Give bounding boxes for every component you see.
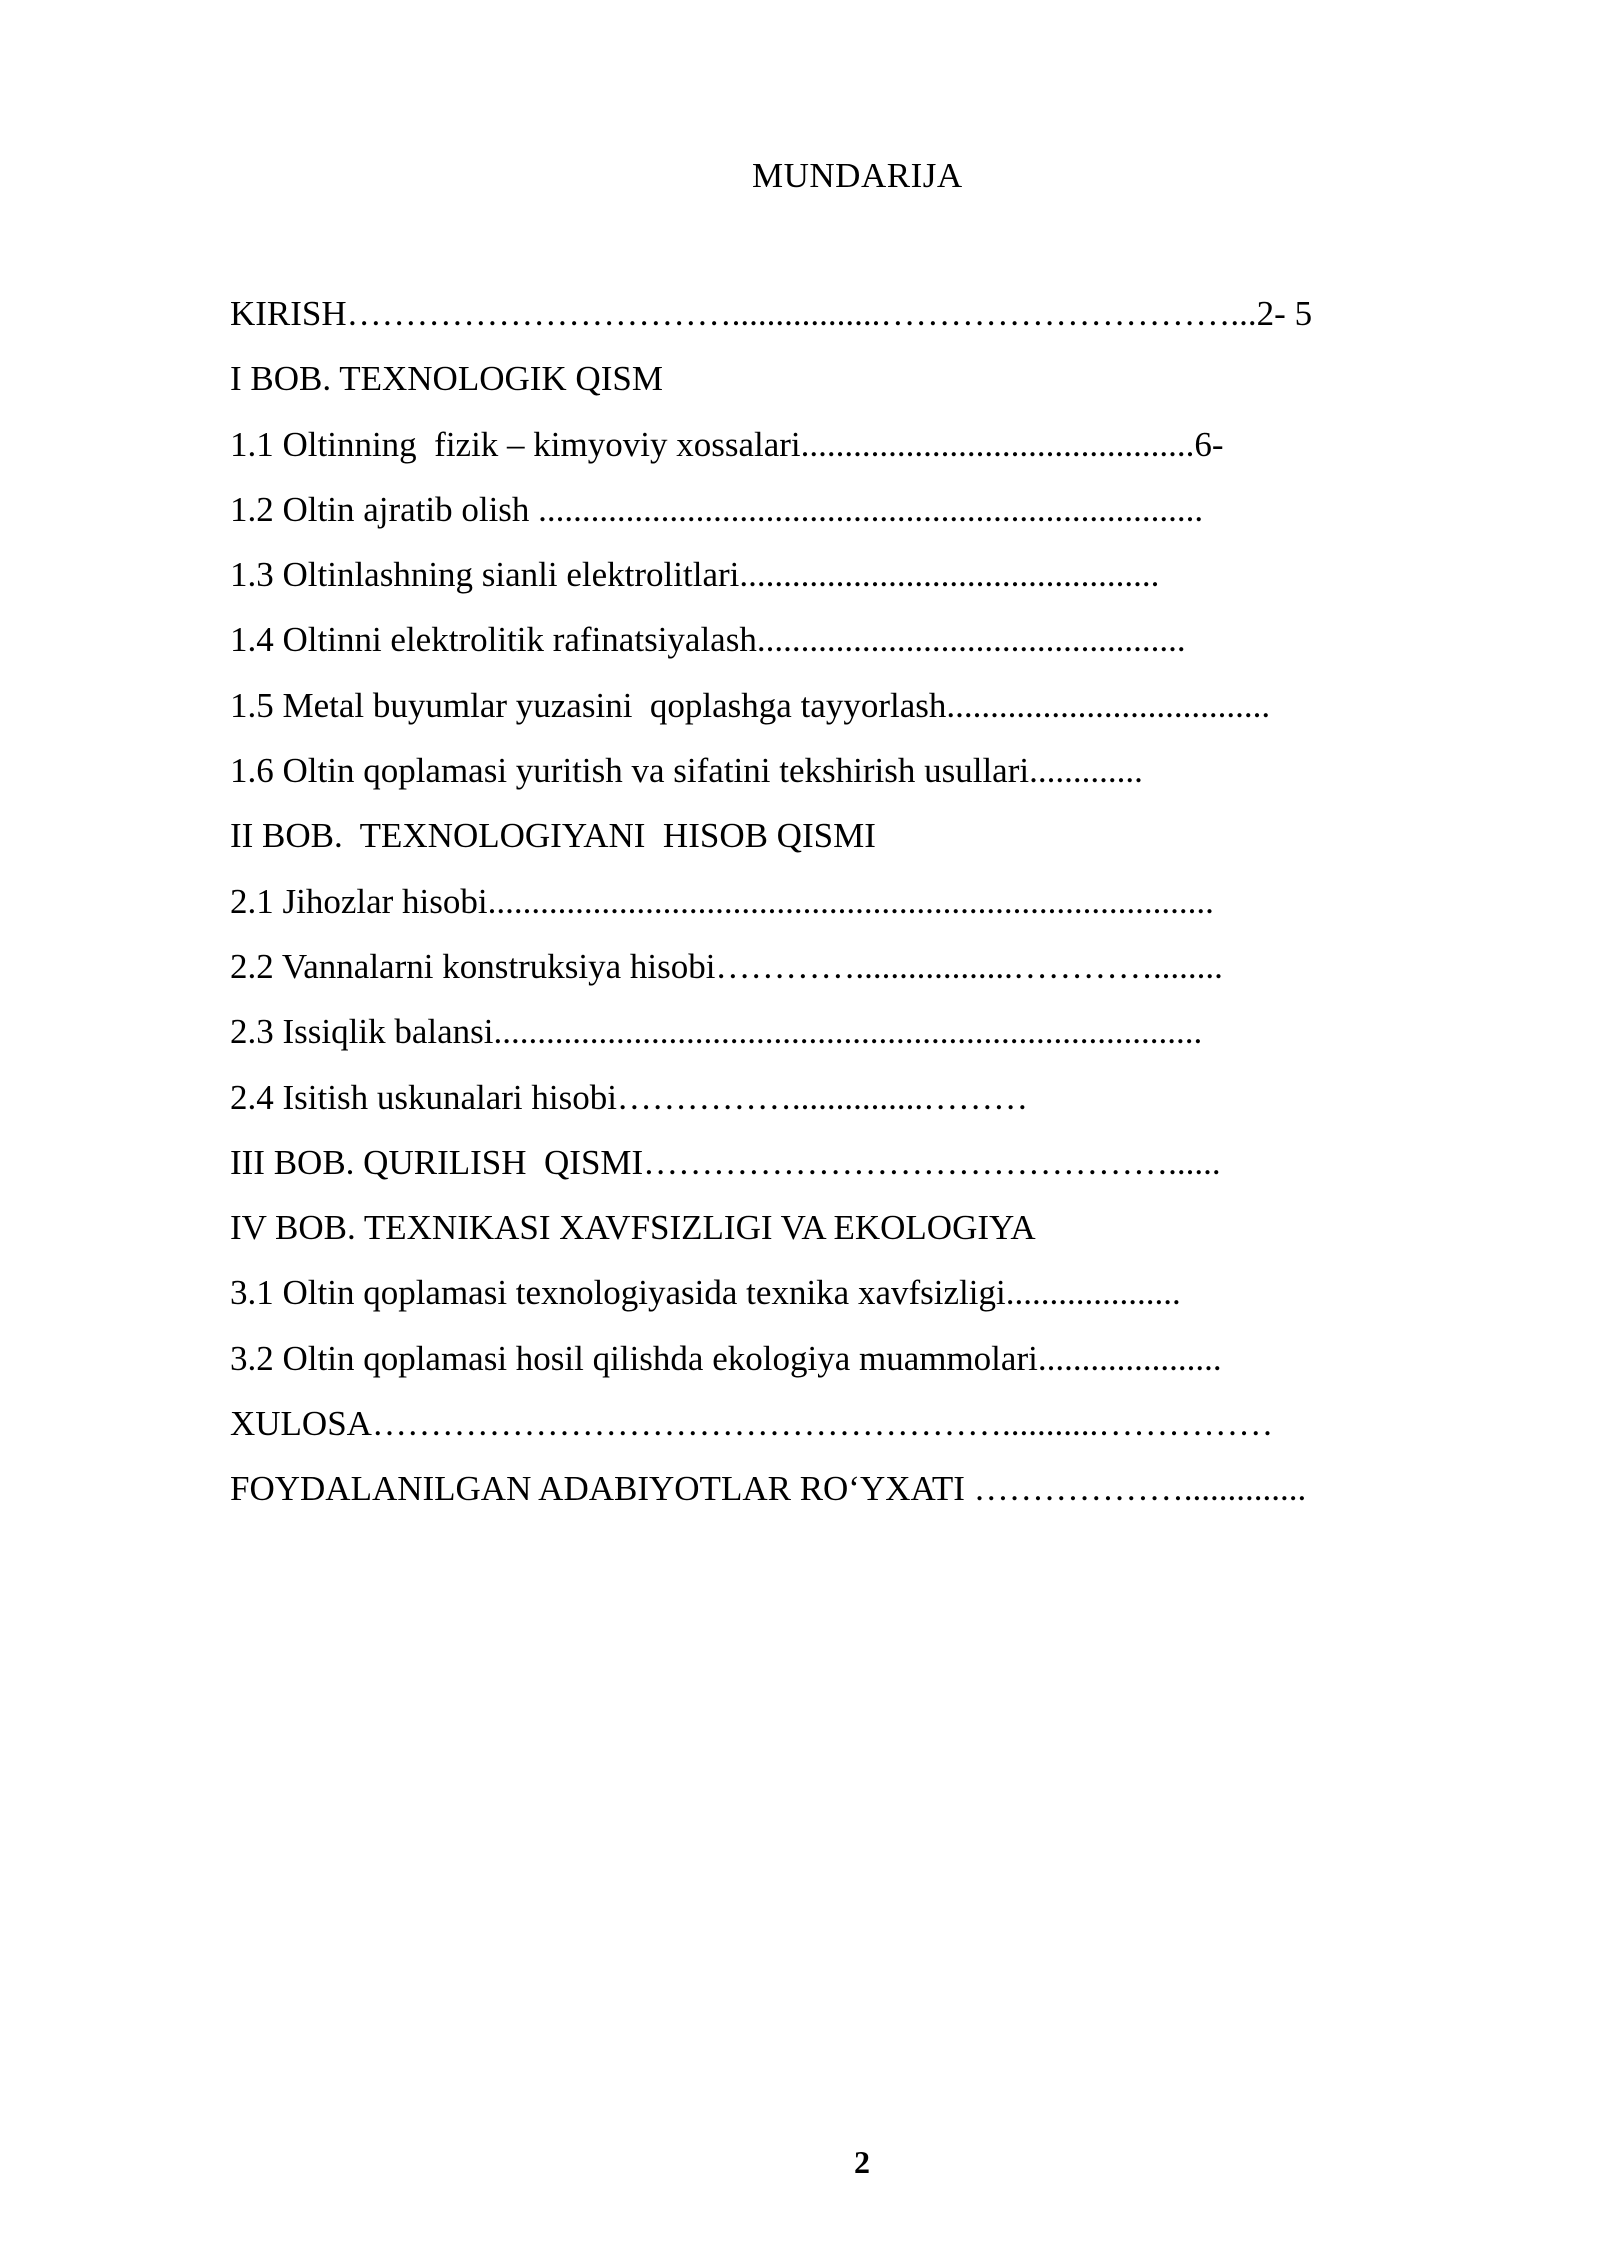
toc-chapter-2: II BOB. TEXNOLOGIYANI HISOB QISMI — [230, 816, 876, 856]
page-title: MUNDARIJA — [752, 156, 963, 195]
toc-section-1-6: 1.6 Oltin qoplamasi yuritish va sifatini tekshirish usullari............. — [230, 751, 1143, 791]
table-of-contents — [230, 281, 1430, 1522]
page-number: 2 — [854, 2144, 870, 2180]
toc-section-1-4: 1.4 Oltinni elektrolitik rafinatsiyalash................................................. — [230, 620, 1186, 660]
toc-section-3-1: 3.1 Oltin qoplamasi texnologiyasida texnika xavfsizligi.................... — [230, 1273, 1181, 1313]
toc-chapter-3: III BOB. QURILISH QISMI………………………………………...... — [230, 1142, 1221, 1182]
toc-chapter-4: IV BOB. TEXNIKASI XAVFSIZLIGI VA EKOLOGIYA — [230, 1208, 1036, 1248]
toc-entry-xulosa: XULOSA………………………………………………...........…………… — [230, 1404, 1274, 1444]
toc-entry-references: FOYDALANILGAN ADABIYOTLAR RO‘YXATI ……………….............. — [230, 1469, 1307, 1509]
toc-section-2-3: 2.3 Issiqlik balansi................................................................................. — [230, 1012, 1203, 1052]
toc-section-3-2: 3.2 Oltin qoplamasi hosil qilishda ekologiya muammolari..................... — [230, 1338, 1222, 1378]
toc-section-1-3: 1.3 Oltinlashning sianli elektrolitlari................................................ — [230, 555, 1160, 595]
toc-section-2-2: 2.2 Vannalarni konstruksiya hisobi…………..................…………........ — [230, 946, 1223, 986]
toc-entry-kirish: KIRISH…………………………….................…………………………...2- 5 — [230, 294, 1313, 333]
toc-section-1-5: 1.5 Metal buyumlar yuzasini qoplashga tayyorlash..................................... — [230, 685, 1271, 725]
toc-chapter-1: I BOB. TEXNOLOGIK QISM — [230, 359, 663, 399]
toc-section-1-1: 1.1 Oltinning fizik – kimyoviy xossalari.............................................6- — [230, 424, 1224, 464]
toc-section-2-4: 2.4 Isitish uskunalari hisobi……………...............……… — [230, 1077, 1029, 1117]
toc-section-2-1: 2.1 Jihozlar hisobi................................................................................... — [230, 881, 1214, 921]
toc-section-1-2: 1.2 Oltin ajratib olish ............................................................................ — [230, 489, 1204, 529]
